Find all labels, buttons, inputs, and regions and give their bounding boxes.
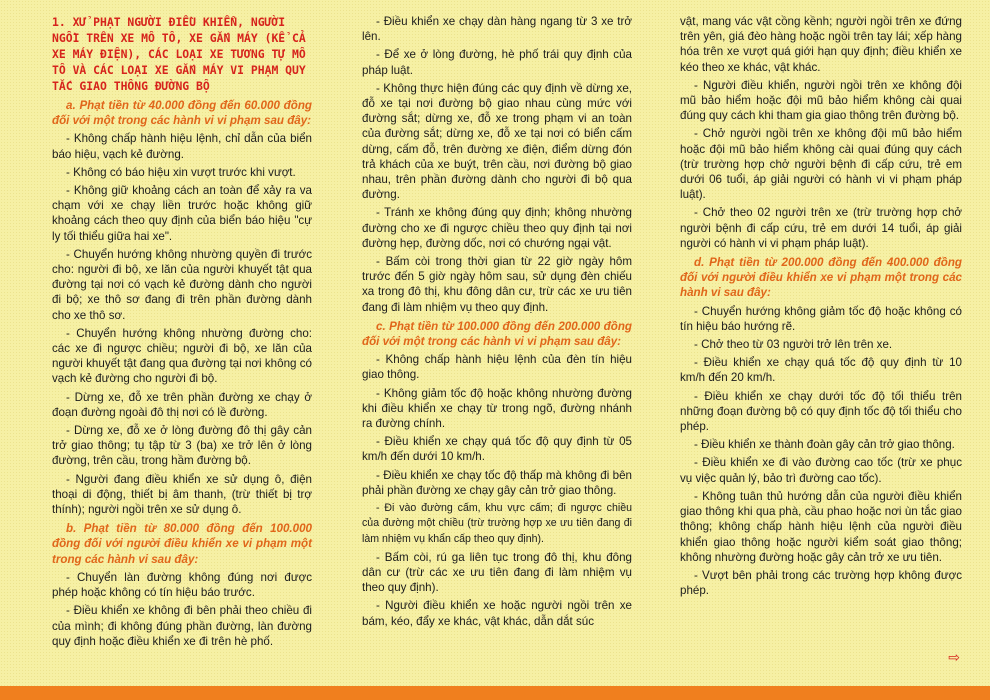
list-item: - Điều khiển xe đi vào đường cao tốc (trừ xe phục vụ việc quản lý, bảo trì đường cao tốc). (680, 456, 962, 485)
list-item: vật, mang vác vật cồng kềnh; người ngồi trên xe đứng trên yên, giá đèo hàng hoặc ngồi trên tay lái; xếp hàng hóa trên xe vượt quá giới hạn quy định; điều khiển xe kéo theo xe khác, vật khác. (680, 15, 962, 74)
column-middle (362, 14, 632, 632)
list-item: - Bấm còi, rú ga liên tục trong đô thị, khu đông dân cư (trừ các xe ưu tiên đang đi làm nhiệm vụ theo quy định). (362, 550, 632, 595)
list-item: - Điều khiển xe chạy dàn hàng ngang từ 3 xe trở lên. (362, 15, 632, 44)
list-item: - Vượt bên phải trong các trường hợp không được phép. (680, 568, 962, 598)
list-item: - Không thực hiện đúng các quy định về dừng xe, đỗ xe tại nơi đường bộ giao nhau cùng mức với đường sắt; dừng xe, đỗ xe trong phạm vi an toàn của đường sắt; dừng xe, đỗ xe tại nơi có biển cấm dừng, cấm đỗ, trên đường xe điện, điểm dừng đón trả khách của xe buýt, trên cầu, nơi đường bộ giao nhau, trên phần đường dành cho người đi bộ qua đường. (362, 81, 632, 202)
list-item: - Điều khiển xe thành đoàn gây cản trở giao thông. (694, 438, 955, 452)
list-item: - Bấm còi trong thời gian từ 22 giờ ngày hôm trước đến 5 giờ ngày hôm sau, sử dụng đèn chiếu xa trong đô thị, khu đông dân cư, trừ các xe ưu tiên đang đi làm nhiệm vụ theo quy định. (362, 255, 632, 314)
list-item: - Không chấp hành hiệu lệnh, chỉ dẫn của biển báo hiệu, vạch kẻ đường. (52, 132, 312, 161)
bottom-border-bar (0, 686, 990, 700)
list-item: - Không chấp hành hiệu lệnh của đèn tín hiệu giao thông. (362, 353, 632, 382)
list-item: - Chuyển hướng không nhường quyền đi trước cho: người đi bộ, xe lăn của người khuyết tật qua đường tại nơi có vạch kẻ đường dành cho người đi bộ; xe thô sơ đang đi trên phần đường dành cho xe thô sơ. (52, 247, 312, 322)
list-item: - Dừng xe, đỗ xe trên phần đường xe chạy ở đoạn đường ngoài đô thị nơi có lề đường. (52, 390, 312, 419)
column-left (52, 14, 312, 652)
list-item: - Để xe ở lòng đường, hè phố trái quy định của pháp luật. (362, 48, 632, 77)
subsection-d-heading: d. Phạt tiền từ 200.000 đồng đến 400.000 đồng đối với người điều khiển xe vi phạm một trong các hành vi sau đây: (680, 256, 962, 300)
list-item: - Chở người ngồi trên xe không đội mũ bảo hiểm hoặc đội mũ bảo hiểm không cài quai đúng quy cách (trừ trường hợp chở người bệnh đi cấp cứu, trẻ em dưới 06 tuổi, áp giải người có hành vi vi phạm pháp luật). (680, 127, 962, 202)
list-item: - Điều khiển xe chạy quá tốc độ quy định từ 10 km/h đến 20 km/h. (680, 356, 962, 385)
column-right (680, 14, 962, 601)
list-item: - Điều khiển xe không đi bên phải theo chiều đi của mình; đi không đúng phần đường, làn đường quy định hoặc điều khiển xe đi trên hè phố. (52, 604, 312, 648)
list-item: - Chuyển hướng không giảm tốc độ hoặc không có tín hiệu báo hướng rẽ. (680, 304, 962, 333)
list-item: - Người điều khiển, người ngồi trên xe không đội mũ bảo hiểm hoặc đội mũ bảo hiểm không cài quai đúng quy cách khi tham gia giao thông trên đường bộ. (680, 78, 962, 123)
list-item: - Chở theo 02 người trên xe (trừ trường hợp chở người bệnh đi cấp cứu, trẻ em dưới 14 tuổi, áp giải người có hành vi vi phạm pháp luật). (680, 206, 962, 250)
list-item: - Tránh xe không đúng quy định; không nhường đường cho xe đi ngược chiều theo quy định tại nơi đường hẹp, đường dốc, nơi có chướng ngại vật. (362, 206, 632, 250)
list-item: - Đi vào đường cấm, khu vực cấm; đi ngược chiều của đường một chiều (trừ trường hợp xe ưu tiên đang đi làm nhiệm vụ khẩn cấp theo quy định). (362, 502, 632, 545)
list-item: - Không giữ khoảng cách an toàn để xảy ra va chạm với xe chạy liền trước hoặc không giữ khoảng cách theo quy định của biển báo hiệu "cự ly tối thiểu giữa hai xe". (52, 184, 312, 243)
list-item: - Người điều khiển xe hoặc người ngồi trên xe bám, kéo, đẩy xe khác, vật khác, dẫn dắt súc (362, 599, 632, 628)
list-item: - Chở theo từ 03 người trở lên trên xe. (694, 338, 893, 352)
list-item: - Chuyển làn đường không đúng nơi được phép hoặc không có tín hiệu báo trước. (52, 570, 312, 600)
list-item: - Điều khiển xe chạy quá tốc độ quy định từ 05 km/h đến dưới 10 km/h. (362, 435, 632, 464)
list-item: - Không có báo hiệu xin vượt trước khi vượt. (66, 165, 296, 179)
subsection-b-heading: b. Phạt tiền từ 80.000 đồng đến 100.000 đồng đối với người điều khiển xe vi phạm một trong các hành vi sau đây: (52, 522, 312, 566)
next-page-arrow-icon: ⇨ (948, 649, 960, 665)
list-item: - Không tuân thủ hướng dẫn của người điều khiển giao thông khi qua phà, cầu phao hoặc nơi ùn tắc giao thông; không chấp hành hiệu lệnh của người điều khiển giao thông hoặc người kiểm soát giao thông; không nhường đường hoặc gây cản trở xe ưu tiên. (680, 489, 962, 564)
subsection-c-heading: c. Phạt tiền từ 100.000 đồng đến 200.000 đồng đối với một trong các hành vi vi phạm sau đây: (362, 319, 632, 349)
list-item: - Không giảm tốc độ hoặc không nhường đường khi điều khiển xe chạy từ trong ngõ, đường nhánh ra đường chính. (362, 386, 632, 431)
list-item: - Dừng xe, đỗ xe ở lòng đường đô thị gây cản trở giao thông; tụ tập từ 3 (ba) xe trở lên ở lòng đường, trên cầu, trong hầm đường bộ. (52, 424, 312, 468)
section-heading: 1. XỬ PHẠT NGƯỜI ĐIỀU KHIỂN, NGƯỜI NGỒI TRÊN XE MÔ TÔ, XE GẮN MÁY (KỂ CẢ XE MÁY ĐIỆN), CÁC LOẠI XE TƯƠNG TỰ MÔ TÔ VÀ CÁC LOẠI XE GẮN MÁY VI PHẠM QUY TẮC GIAO THÔNG ĐƯỜNG BỘ (52, 15, 306, 93)
subsection-a-heading: a. Phạt tiền từ 40.000 đồng đến 60.000 đồng đối với một trong các hành vi vi phạm sau đây: (52, 99, 312, 128)
list-item: - Người đang điều khiển xe sử dụng ô, điện thoại di động, thiết bị âm thanh, (trừ thiết bị trợ thính); người ngồi trên xe sử dụng ô. (52, 472, 312, 517)
list-item: - Điều khiển xe chạy dưới tốc độ tối thiểu trên những đoạn đường bộ có quy định tốc độ tối thiểu cho phép. (680, 389, 962, 434)
list-item: - Điều khiển xe chạy tốc độ thấp mà không đi bên phải phần đường xe chạy gây cản trở giao thông. (362, 468, 632, 497)
list-item: - Chuyển hướng không nhường đường cho: các xe đi ngược chiều; người đi bộ, xe lăn của người khuyết tật đang qua đường tại nơi không có vạch kẻ đường cho người đi bộ. (52, 326, 312, 386)
